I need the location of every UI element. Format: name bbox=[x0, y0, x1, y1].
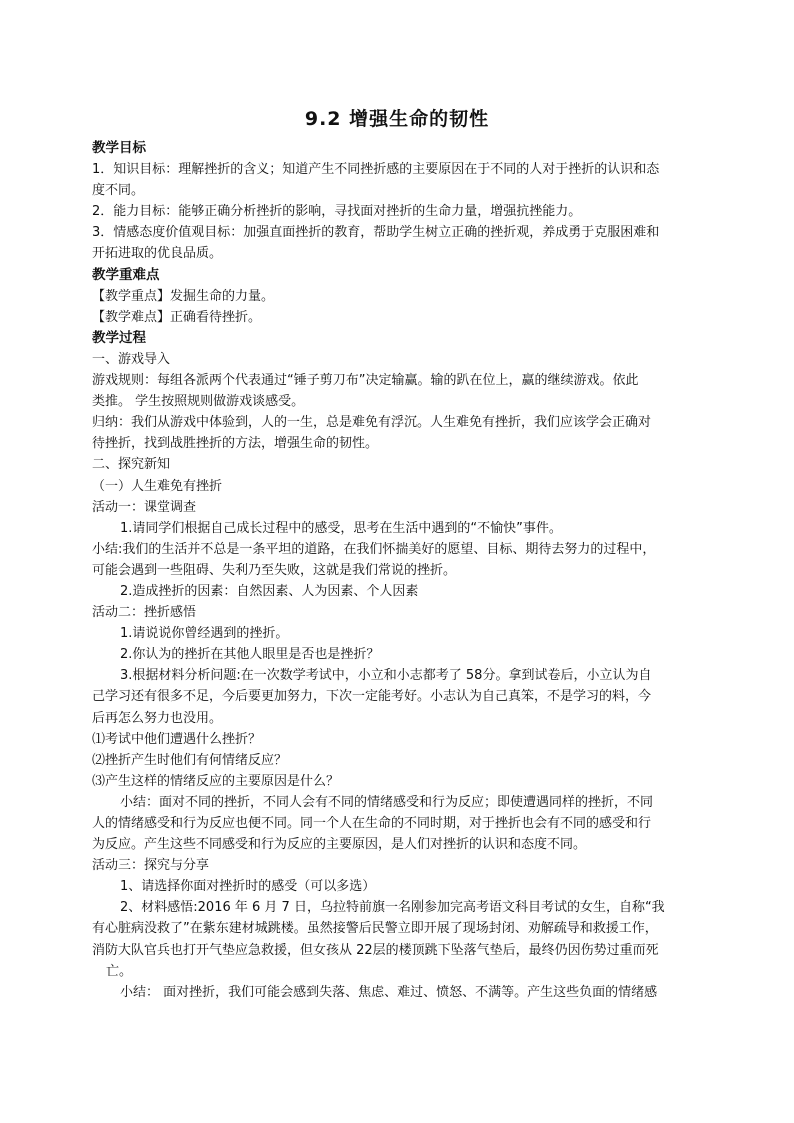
text-line: 小结:我们的生活并不总是一条平坦的道路，在我们怀揣美好的愿望、目标、期待去努力的过程中， bbox=[92, 541, 656, 557]
text-line: 活动二：挫折感悟 bbox=[92, 605, 197, 621]
section-heading: 教学重难点 bbox=[92, 266, 160, 283]
text-line: 亡。 bbox=[106, 963, 133, 979]
text-line: 2.造成挫折的因素：自然因素、人为因素、个人因素 bbox=[120, 583, 419, 599]
text-line: 开拓进取的优良品质。 bbox=[92, 246, 223, 262]
text-line: （一）人生难免有挫折 bbox=[92, 478, 223, 494]
text-line: 类推。 学生按照规则做游戏谈感受。 bbox=[92, 394, 305, 410]
text-line: 3.根据材料分析问题:在一次数学考试中，小立和小志都考了 58分。拿到试卷后，小立认为自 bbox=[120, 668, 652, 684]
text-line: ⑵挫折产生时他们有何情绪反应？ bbox=[92, 752, 288, 768]
text-line: 己学习还有很多不足，今后要更加努力，下次一定能考好。小志认为自己真笨，不是学习的料，今 bbox=[92, 689, 652, 705]
text-line: 度不同。 bbox=[92, 183, 145, 199]
text-line: 游戏规则：每组各派两个代表通过“锤子剪刀布”决定输赢。输的趴在位上，赢的继续游戏。依此 bbox=[92, 373, 639, 389]
text-line: 活动一：课堂调查 bbox=[92, 499, 197, 515]
section-heading: 教学过程 bbox=[92, 329, 146, 346]
text-line: 2.你认为的挫折在其他人眼里是否也是挫折？ bbox=[120, 647, 380, 663]
text-line: 【教学重点】发掘生命的力量。 bbox=[92, 288, 275, 304]
text-line: 小结： 面对挫折，我们可能会感到失落、焦虑、难过、愤怒、不满等。产生这些负面的情绪感 bbox=[120, 984, 658, 1000]
text-line: ⑴考试中他们遭遇什么挫折？ bbox=[92, 731, 262, 747]
section-heading: 教学目标 bbox=[92, 140, 146, 156]
text-line: ⑶产生这样的情绪反应的主要原因是什么？ bbox=[92, 773, 340, 789]
text-line: 活动三：探究与分享 bbox=[92, 858, 210, 874]
text-line: 1.请同学们根据自己成长过程中的感受，思考在生活中遇到的“不愉快”事件。 bbox=[120, 520, 562, 536]
text-line: 人的情绪感受和行为反应也便不同。同一个人在生命的不同时期，对于挫折也会有不同的感受和行 bbox=[92, 816, 652, 831]
text-line: 小结：面对不同的挫折，不同人会有不同的情绪感受和行为反应；即使遭遇同样的挫折，不同 bbox=[120, 794, 654, 810]
document-body bbox=[92, 138, 704, 1003]
text-line: 可能会遇到一些阻碍、失利乃至失败，这就是我们常说的挫折。 bbox=[92, 562, 457, 578]
text-line: 为反应。产生这些不同感受和行为反应的主要原因，是人们对挫折的认识和态度不同。 bbox=[92, 837, 587, 853]
document-title: 9.2 增强生命的韧性 bbox=[304, 108, 490, 130]
text-line: 后再怎么努力也没用。 bbox=[92, 710, 223, 726]
text-line: 【教学难点】正确看待挫折。 bbox=[92, 309, 262, 325]
text-line: 二、探究新知 bbox=[92, 457, 171, 473]
text-line: 2．能力目标：能够正确分析挫折的影响，寻找面对挫折的生命力量，增强抗挫能力。 bbox=[92, 204, 582, 220]
text-line: 1．知识目标：理解挫折的含义；知道产生不同挫折感的主要原因在于不同的人对于挫折的认识和态 bbox=[92, 162, 660, 178]
text-line: 待挫折，找到战胜挫折的方法，增强生命的韧性。 bbox=[92, 436, 379, 452]
text-line: 有心脏病没救了”在紫东建材城跳楼。虽然接警后民警立即开展了现场封闭、劝解疏导和救援工作， bbox=[92, 921, 658, 937]
text-line: 一、游戏导入 bbox=[92, 351, 171, 367]
text-line: 归纳：我们从游戏中体验到，人的一生，总是难免有浮沉。人生难免有挫折，我们应该学会正确对 bbox=[92, 415, 652, 431]
text-line: 3．情感态度价值观目标：加强直面挫折的教育，帮助学生树立正确的挫折观，养成勇于克服困难和 bbox=[92, 225, 660, 241]
text-line: 1.请说说你曾经遇到的挫折。 bbox=[120, 626, 289, 642]
text-line: 1、请选择你面对挫折时的感受（可以多选） bbox=[120, 879, 376, 895]
text-line: 消防大队官兵也打开气垫应急救援，但女孩从 22层的楼顶跳下坠落气垫后，最终仍因伤势过重而死 bbox=[92, 942, 659, 958]
text-line: 2、材料感悟:2016 年 6 月 7 日，乌拉特前旗一名刚参加完高考语文科目考试的女生，自称“我 bbox=[120, 900, 665, 916]
